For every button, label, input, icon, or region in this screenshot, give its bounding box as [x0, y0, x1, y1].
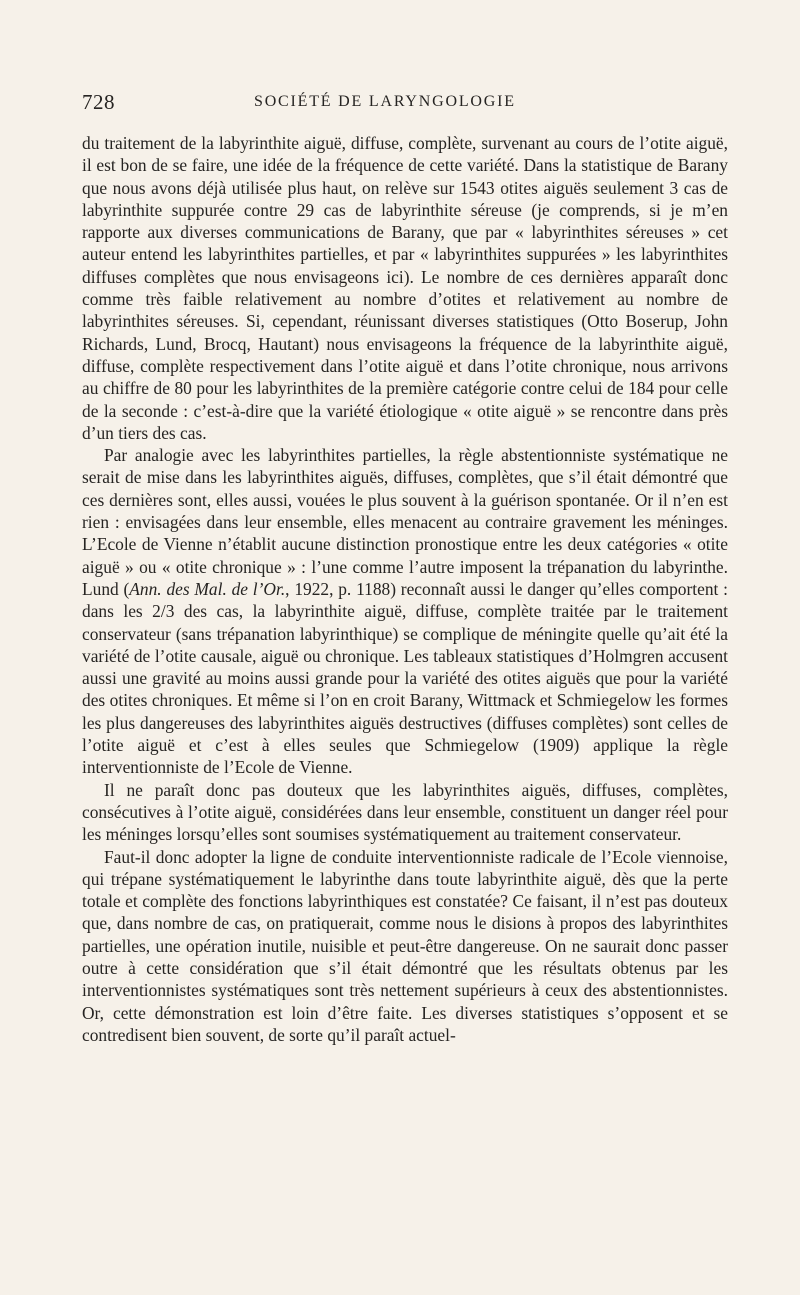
paragraph-2 [82, 444, 728, 778]
journal-citation: Ann. des Mal. de l’Or. [129, 578, 286, 599]
paragraph-2-text-b: , 1922, p. 1188) reconnaît aussi le danger qu’elles comportent : dans les 2/3 des cas, la labyrinthite aiguë, diffuse, complète traitée par le traitement conservateur (sans trépanation labyrinthique) se complique de méningite quelle qu’ait été la variété de l’otite causale, aiguë ou chronique. Les tableaux statistiques d’Holmgren accusent aussi une gravité au moins aussi grande pour la variété des otites aiguës que pour la variété des otites chroniques. Et même si l’on en croit Barany, Wittmack et Schmiegelow les formes les plus dangereuses des labyrinthites aiguës destructives (diffuses complètes) sont celles de l’otite aiguë et c’est à elles seules que Schmiegelow (1909) applique la règle interventionniste de l’Ecole de Vienne. [82, 578, 728, 778]
page-number: 728 [82, 90, 115, 114]
paragraph-2-text-a: Par analogie avec les labyrinthites partielles, la règle abstentionniste systématique ne serait de mise dans les labyrinthites aiguës, diffuses, complètes, que s’il était démontré que ces dernières sont, elles aussi, vouées le plus souvent à la guérison spontanée. Or il n’en est rien : envisagées dans leur ensemble, elles menacent au contraire gravement les méninges. L’Ecole de Vienne n’établit aucune distinction pronostique entre les deux catégories « otite aiguë » ou « otite chronique » : l’une comme l’autre imposent la trépanation du labyrinthe. Lund ( [82, 445, 728, 599]
paragraph-1: du traitement de la labyrinthite aiguë, diffuse, complète, survenant au cours de l’otite aiguë, il est bon de se faire, une idée de la fréquence de cette variété. Dans la statistique de Barany que nous avons déjà utilisée plus haut, on relève sur 1543 otites aiguës seulement 3 cas de labyrinthite suppurée contre 29 cas de labyrinthite séreuse (je comprends, si je m’en rapporte aux diverses communications de Barany, que par « labyrinthites séreuses » cet auteur entend les labyrinthites partielles, et par « labyrinthites suppurées » les labyrinthites diffuses complètes que nous envisageons ici). Le nombre de ces dernières apparaît donc comme très faible relativement au nombre d’otites et relativement au nombre de labyrinthites séreuses. Si, cependant, réunissant diverses statistiques (Otto Boserup, John Richards, Lund, Brocq, Hautant) nous envisageons la fréquence de la labyrinthite aiguë, diffuse, complète respectivement dans l’otite aiguë et dans l’otite chronique, nous arrivons au chiffre de 80 pour les labyrinthites de la première catégorie contre celui de 184 pour celle de la seconde : c’est-à-dire que la variété étiologique « otite aiguë » se rencontre dans près d’un tiers des cas. [82, 133, 728, 443]
paragraph-3: Il ne paraît donc pas douteux que les labyrinthites aiguës, diffuses, complètes, consécutives à l’otite aiguë, considérées dans leur ensemble, constituent un danger réel pour les méninges lorsqu’elles sont soumises systématiquement au traitement conservateur. [82, 779, 728, 845]
journal-title: SOCIÉTÉ DE LARYNGOLOGIE [254, 93, 516, 110]
running-head [82, 90, 728, 122]
body-text [82, 132, 728, 1046]
paragraph-4: Faut-il donc adopter la ligne de conduite interventionniste radicale de l’Ecole viennoise, qui trépane systématiquement le labyrinthe dans toute labyrinthite aiguë, dès que la perte totale et complète des fonctions labyrinthiques est constatée? Ce faisant, il n’est pas douteux que, dans nombre de cas, on pratiquerait, comme nous le disions à propos des labyrinthites partielles, une opération inutile, nuisible et peut-être dangereuse. On ne saurait donc passer outre à cette considération que s’il était démontré que les résultats obtenus par les interventionnistes systématiques sont très nettement supérieurs à ceux des abstentionnistes. Or, cette démonstration est loin d’être faite. Les diverses statistiques s’opposent et se contredisent bien souvent, de sorte qu’il paraît actuel- [82, 846, 728, 1045]
